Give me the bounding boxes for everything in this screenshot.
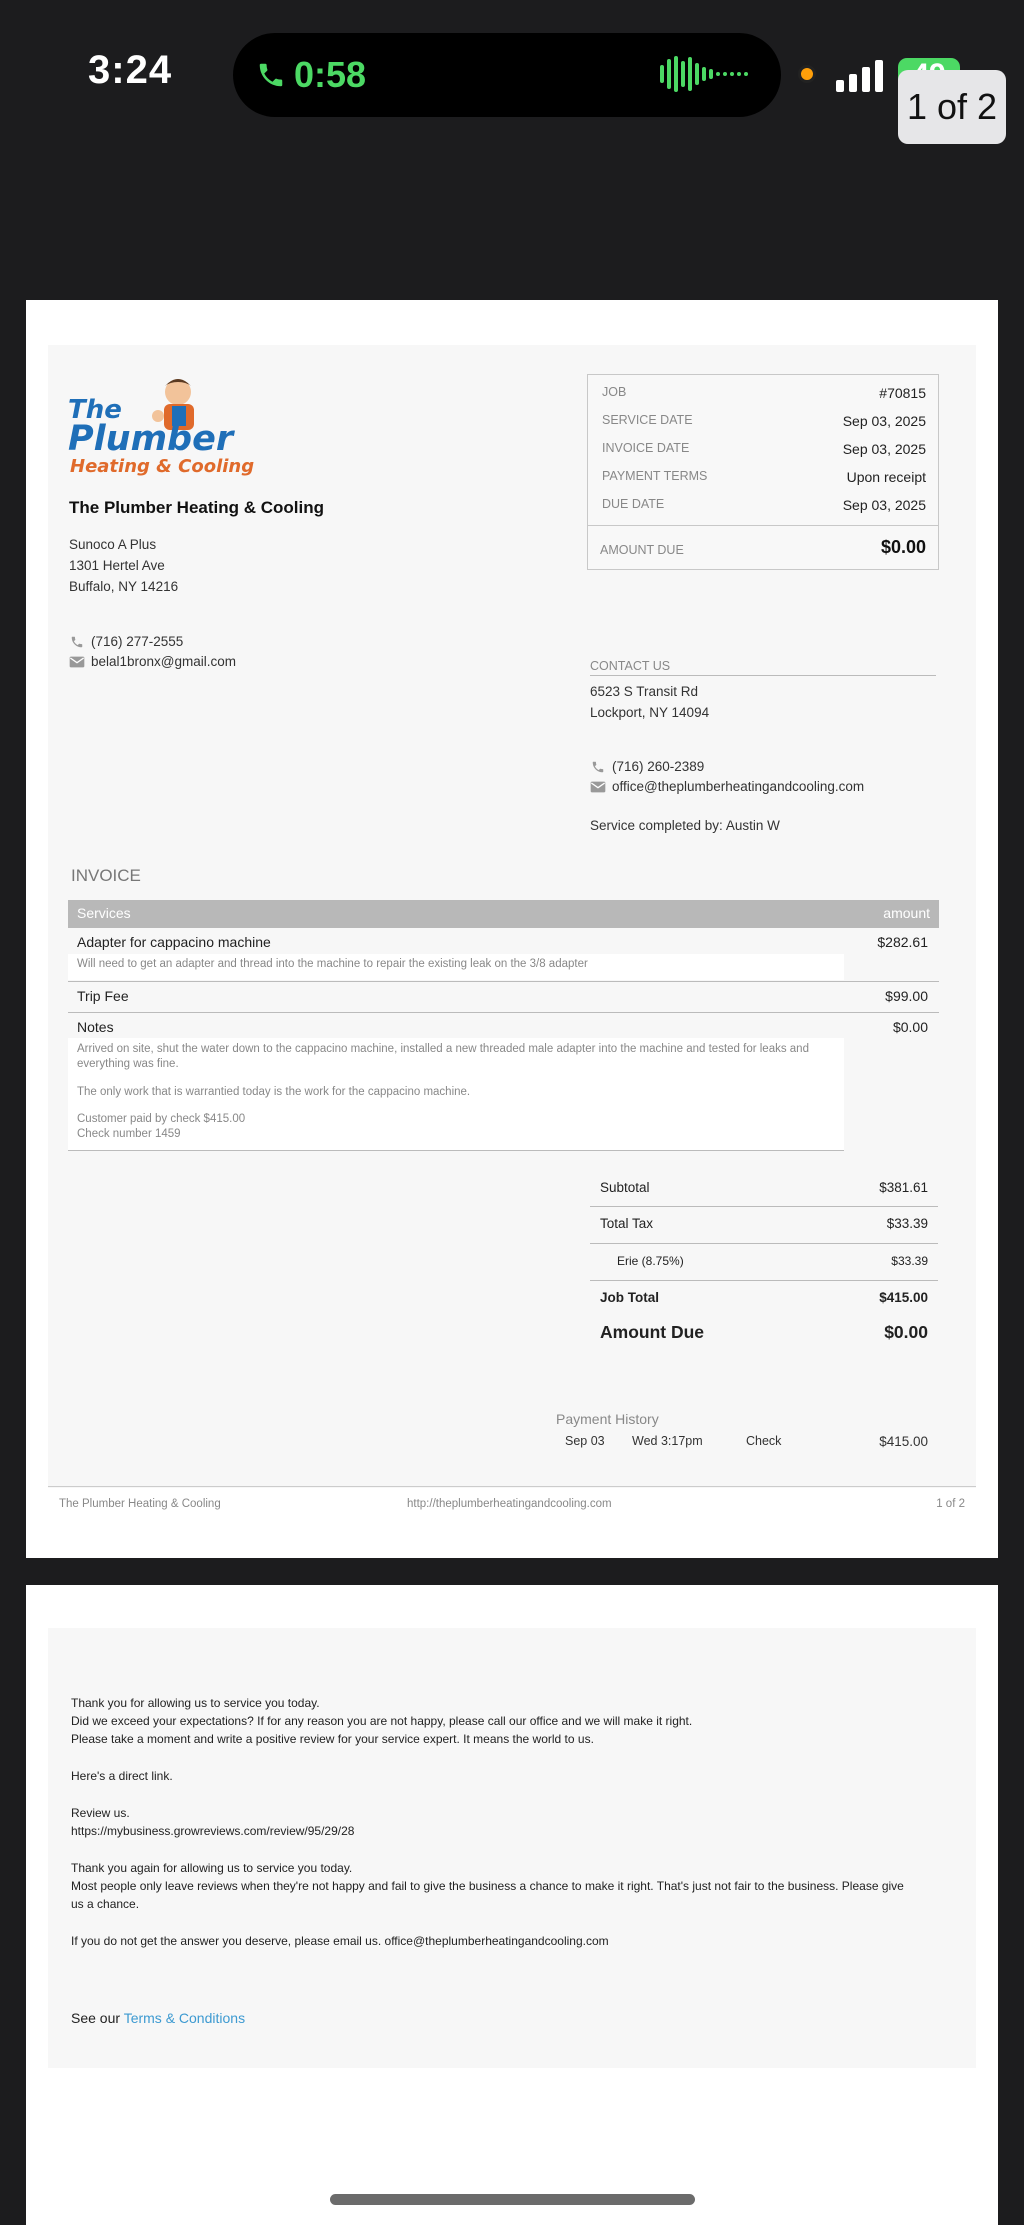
- tax-label: Total Tax: [600, 1216, 654, 1231]
- customer-city: Buffalo, NY 14216: [69, 579, 179, 594]
- notes-warranty: The only work that is warrantied today is the work for the cappacino machine.: [77, 1086, 471, 1098]
- amount-due-total-value: $0.00: [884, 1322, 928, 1342]
- amount-header: amount: [883, 905, 930, 921]
- notes-box: [68, 1038, 844, 1150]
- item-amount: $99.00: [885, 988, 928, 1004]
- company-logo: [68, 372, 268, 496]
- services-header: Services: [77, 905, 131, 921]
- divider: [68, 1012, 939, 1013]
- payment-history-title: Payment History: [556, 1411, 659, 1427]
- logo-heating: Heating & Cooling: [70, 456, 255, 477]
- amount-due-label: AMOUNT DUE: [600, 543, 684, 557]
- mic-in-use-indicator: [798, 65, 816, 83]
- item-description-box: [68, 954, 844, 980]
- invoice-title: INVOICE: [71, 866, 141, 885]
- audio-waveform-icon: [660, 56, 748, 92]
- home-indicator[interactable]: [330, 2194, 695, 2205]
- payment-method: Check: [746, 1434, 782, 1448]
- payment-time: Wed 3:17pm: [632, 1434, 703, 1448]
- divider: [590, 1243, 938, 1244]
- item-name: Trip Fee: [77, 988, 129, 1004]
- expectations-line: Did we exceed your expectations? If for any reason you are not happy, please call our office and we will make it right.: [71, 1714, 693, 1728]
- service-completed-by: Service completed by: Austin W: [590, 818, 780, 833]
- job-row-invoice-date: INVOICE DATE Sep 03, 2025: [602, 441, 926, 457]
- envelope-icon: [590, 780, 606, 794]
- job-total-label: Job Total: [600, 1290, 659, 1305]
- contact-phone-row[interactable]: [590, 759, 704, 774]
- phone-icon: [590, 760, 606, 774]
- email-us-line: If you do not get the answer you deserve, please email us. office@theplumberheatingandcooling.com: [71, 1934, 609, 1948]
- contact-street: 6523 S Transit Rd: [590, 684, 699, 699]
- page-indicator: 1 of 2: [898, 70, 1006, 144]
- company-email-row[interactable]: [69, 654, 236, 669]
- divider: [68, 1150, 844, 1151]
- divider: [590, 1280, 938, 1281]
- tax-value: $33.39: [886, 1216, 928, 1231]
- divider: [68, 981, 939, 982]
- thanks-line: Thank you for allowing us to service you today.: [71, 1696, 320, 1710]
- item-amount: $282.61: [877, 934, 928, 950]
- payment-date: Sep 03: [565, 1434, 605, 1448]
- company-phone: (716) 277-2555: [91, 634, 184, 649]
- erie-tax-value: $33.39: [891, 1254, 928, 1268]
- footer-company: The Plumber Heating & Cooling: [59, 1498, 221, 1510]
- see-our-text: See our: [71, 2010, 121, 2026]
- subtotal-label: Subtotal: [600, 1180, 650, 1195]
- job-row-payment-terms: PAYMENT TERMS Upon receipt: [602, 469, 926, 485]
- terms-line: [71, 2010, 245, 2026]
- contact-email: office@theplumberheatingandcooling.com: [612, 779, 865, 794]
- review-url[interactable]: https://mybusiness.growreviews.com/review/95/29/28: [71, 1824, 355, 1838]
- direct-link-line: Here's a direct link.: [71, 1769, 173, 1783]
- customer-street: 1301 Hertel Ave: [69, 558, 165, 573]
- amount-due-total-label: Amount Due: [600, 1322, 705, 1342]
- envelope-icon: [69, 655, 85, 669]
- company-phone-row[interactable]: [69, 634, 183, 649]
- phone-call-icon: [256, 57, 286, 93]
- notes-text: Arrived on site, shut the water down to the cappacino machine, installed a new threaded male adapter into the machine and tested for leaks and everything was fine.: [77, 1043, 809, 1070]
- item-amount: $0.00: [892, 1019, 928, 1035]
- job-row-number: JOB #70815: [602, 385, 926, 401]
- notes-check-number: Check number 1459: [77, 1128, 181, 1140]
- contact-phone: (716) 260-2389: [612, 759, 705, 774]
- item-name: Adapter for cappacino machine: [77, 934, 271, 950]
- phone-icon: [69, 635, 85, 649]
- item-description: Will need to get an adapter and thread into the machine to repair the existing leak on the 3/8 adapter: [77, 958, 588, 970]
- reviews-note: Most people only leave reviews when they're not happy and fail to give the business a chance to make it right. That's just not fair to the business. Please give us a chance.: [71, 1879, 904, 1911]
- subtotal-value: $381.61: [879, 1180, 928, 1195]
- footer-divider: [48, 1486, 976, 1487]
- review-request-line: Please take a moment and write a positive review for your service expert. It means the world to us.: [71, 1732, 594, 1746]
- divider: [588, 525, 938, 526]
- contact-us-label: CONTACT US: [590, 659, 936, 676]
- company-name: The Plumber Heating & Cooling: [69, 498, 325, 517]
- job-row-service-date: SERVICE DATE Sep 03, 2025: [602, 413, 926, 429]
- terms-conditions-link[interactable]: Terms & Conditions: [123, 2010, 246, 2026]
- job-total-value: $415.00: [879, 1290, 928, 1305]
- footer-url[interactable]: http://theplumberheatingandcooling.com: [407, 1498, 612, 1510]
- logo-plumber: Plumber: [68, 419, 234, 459]
- contact-city: Lockport, NY 14094: [590, 705, 710, 720]
- erie-tax-label: Erie (8.75%): [617, 1254, 684, 1268]
- thanks-again-line: Thank you again for allowing us to service you today.: [71, 1861, 353, 1875]
- customer-name: Sunoco A Plus: [69, 537, 157, 552]
- logo-the: The: [68, 395, 122, 425]
- contact-email-row[interactable]: [590, 779, 864, 794]
- job-row-due-date: DUE DATE Sep 03, 2025: [602, 497, 926, 513]
- divider: [590, 1206, 938, 1207]
- services-table-header: [68, 900, 939, 928]
- footer-page-number: 1 of 2: [936, 1498, 965, 1510]
- amount-due-value: $0.00: [880, 537, 926, 557]
- cellular-signal-icon: [836, 58, 883, 92]
- call-duration: 0:58: [294, 54, 367, 95]
- job-summary-box: [587, 374, 939, 570]
- item-name: Notes: [77, 1019, 114, 1035]
- status-time: 3:24: [88, 48, 173, 92]
- review-us-label: Review us.: [71, 1806, 130, 1820]
- payment-amount: $415.00: [879, 1434, 928, 1449]
- company-email: belal1bronx@gmail.com: [91, 654, 237, 669]
- notes-payment: Customer paid by check $415.00: [77, 1113, 246, 1125]
